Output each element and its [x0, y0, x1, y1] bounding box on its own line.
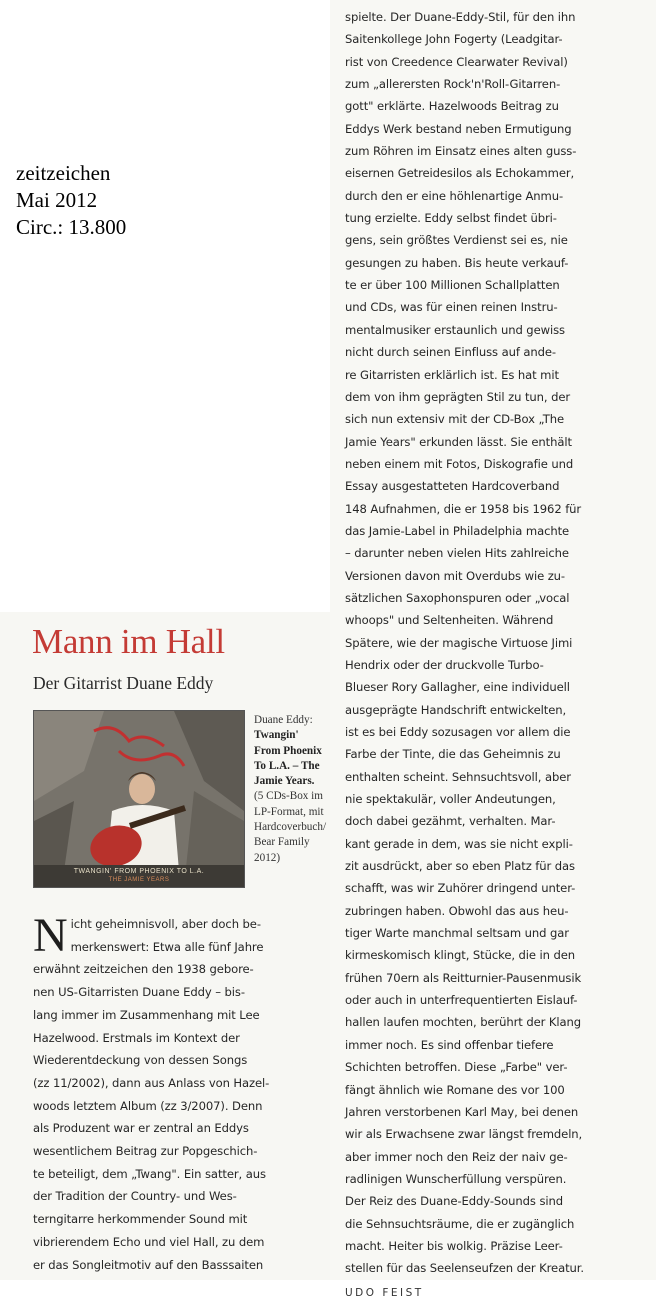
body-line: Blueser Rory Gallagher, eine individuell — [345, 680, 570, 695]
drop-cap: N — [33, 909, 68, 962]
body-line: Wiederentdeckung von dessen Songs — [33, 1053, 248, 1068]
caption-detail-line: Hardcoverbuch/ — [254, 821, 327, 834]
body-line: durch den er eine höhlenartige Anmu- — [345, 188, 564, 203]
body-line: rist von Creedence Clearwater Revival) — [345, 54, 568, 69]
body-line: frühen 70ern als Reitturnier-Pausenmusik — [345, 970, 582, 985]
body-line: aber immer noch den Reiz der naiv ge- — [345, 1149, 568, 1164]
body-line: stellen für das Seelenseufzen der Kreatur. — [345, 1261, 584, 1276]
body-line: Spätere, wie der magische Virtuose Jimi — [345, 635, 573, 650]
issue-date: Mai 2012 — [16, 188, 98, 212]
body-line: terngitarre herkommender Sound mit — [33, 1212, 248, 1227]
body-line: schafft, was wir Zuhörer dringend unter- — [345, 881, 576, 896]
body-line: te beteiligt, dem „Twang". Ein satter, aus — [33, 1166, 266, 1181]
article-left-column — [33, 909, 333, 1276]
caption-title-line: Jamie Years. — [254, 775, 315, 788]
circulation: Circ.: 13.800 — [16, 215, 127, 239]
body-line: hallen laufen mochten, berührt der Klang — [345, 1015, 582, 1030]
body-line: merkenswert: Etwa alle fünf Jahre — [70, 939, 264, 954]
body-line: tiger Warte manchmal seltsam und gar — [345, 926, 569, 941]
body-line: Farbe der Tinte, die das Geheimnis zu — [345, 747, 561, 762]
body-line: Schichten betroffen. Diese „Farbe" ver- — [345, 1060, 568, 1075]
body-line: Jahren verstorbenen Karl May, bei denen — [345, 1104, 579, 1119]
source-info — [16, 160, 186, 241]
caption-artist: Duane Eddy: — [254, 714, 313, 726]
article-subheadline: Der Gitarrist Duane Eddy — [33, 673, 214, 693]
body-line: re Gitarristen erklärlich ist. Es hat mit — [345, 367, 559, 382]
caption-detail-line: Bear Family — [254, 836, 310, 849]
caption-title-line: Twangin' — [254, 729, 299, 742]
body-line: neben einem mit Fotos, Diskografie und — [345, 456, 574, 471]
body-line: als Produzent war er zentral an Eddys — [33, 1121, 249, 1136]
body-line: erwähnt zeitzeichen den 1938 gebore- — [33, 962, 254, 977]
body-line: eisernen Getreidesilos als Echokammer, — [345, 166, 575, 181]
caption-detail-line: LP-Format, mit — [254, 805, 324, 818]
body-line: die Sehnsuchtsräume, die er zugänglich — [345, 1216, 575, 1231]
body-line: – darunter neben vielen Hits zahlreiche — [345, 546, 569, 561]
body-line: gens, sein größtes Verdienst sei es, nie — [345, 233, 568, 248]
body-line: dem von ihm geprägten Stil zu tun, der — [345, 389, 571, 404]
body-line: gesungen zu haben. Bis heute verkauf- — [345, 255, 569, 270]
author-byline: UDO FEIST — [345, 1286, 424, 1299]
body-line: ausgeprägte Handschrift entwickelten, — [345, 702, 567, 717]
body-line: nie spektakulär, voller Andeutungen, — [345, 792, 556, 807]
body-line: nen US-Gitarristen Duane Eddy – bis- — [33, 985, 245, 1000]
body-line: mentalmusiker erstaunlich und gewiss — [345, 322, 565, 337]
body-line: ist es bei Eddy sozusagen vor allem die — [345, 725, 571, 739]
article-right-column — [345, 6, 645, 1304]
caption-title-line: To L.A. – The — [254, 759, 320, 772]
body-line: lang immer im Zusammenhang mit Lee — [33, 1007, 260, 1022]
article-headline: Mann im Hall — [32, 622, 225, 661]
body-line: und CDs, was für einen reinen Instru- — [345, 300, 558, 315]
body-line: woods letztem Album (zz 3/2007). Denn — [33, 1098, 263, 1113]
body-line: 148 Aufnahmen, die er 1958 bis 1962 für — [345, 501, 582, 516]
body-line: er das Songleitmotiv auf den Basssaiten — [33, 1257, 264, 1272]
album-cover-image — [33, 710, 245, 888]
body-line: Eddys Werk bestand neben Ermutigung — [345, 121, 572, 136]
body-line: Hazelwood. Erstmals im Kontext der — [33, 1030, 240, 1045]
body-line: oder auch in unterfrequentierten Eislauf- — [345, 993, 578, 1008]
body-line: tung erzielte. Eddy selbst findet übri- — [345, 211, 557, 226]
body-line: icht geheimnisvoll, aber doch be- — [70, 917, 261, 931]
body-line: das Jamie-Label in Philadelphia machte — [345, 523, 570, 538]
body-line: fängt ähnlich wie Romane des vor 100 — [345, 1082, 565, 1097]
body-line: immer noch. Es sind offenbar tiefere — [345, 1037, 554, 1052]
album-strip-title: TWANGIN' FROM PHOENIX TO L.A. — [73, 868, 205, 875]
body-line: whoops" und Seltenheiten. Während — [345, 613, 554, 628]
caption-detail-line: 2012) — [254, 851, 281, 864]
body-line: kirmeskomisch klingt, Stücke, die in den — [345, 948, 576, 963]
body-line: zum Röhren im Einsatz eines alten guss- — [345, 144, 577, 159]
publication-name: zeitzeichen — [16, 161, 111, 185]
album-cover-artwork — [34, 711, 244, 887]
body-line: Der Reiz des Duane-Eddy-Sounds sind — [345, 1194, 564, 1209]
body-line: radlinigen Wunscherfüllung verspüren. — [345, 1171, 567, 1186]
body-line: doch dabei gezähmt, verhalten. Mar- — [345, 814, 556, 829]
body-line: Versionen davon mit Overdubs wie zu- — [345, 568, 566, 583]
body-line: kant gerade in dem, was sie nicht expli- — [345, 836, 573, 851]
body-line: sätzlichen Saxophonspuren oder „vocal — [345, 590, 570, 605]
body-line: sich nun extensiv mit der CD-Box „The — [345, 412, 565, 427]
body-line: nicht durch seinen Einfluss auf ande- — [345, 345, 557, 360]
caption-title-line: From Phoenix — [254, 744, 322, 757]
body-line: macht. Heiter bis wolkig. Präzise Leer- — [345, 1238, 563, 1253]
body-line: wir als Erwachsene zwar längst fremdeln, — [345, 1127, 583, 1142]
album-strip-subtitle: THE JAMIE YEARS — [108, 877, 170, 883]
body-line: spielte. Der Duane-Eddy-Stil, für den ihn — [345, 10, 576, 24]
body-line: Hendrix oder der druckvolle Turbo- — [345, 657, 544, 672]
album-caption — [254, 713, 336, 866]
body-line: Saitenkollege John Fogerty (Leadgitar- — [345, 32, 563, 47]
body-line: vibrierendem Echo und viel Hall, zu dem — [33, 1234, 265, 1249]
body-line: gott" erklärte. Hazelwoods Beitrag zu — [345, 99, 559, 114]
body-line: zum „allerersten Rock'n'Roll-Gitarren- — [345, 77, 561, 92]
body-line: te er über 100 Millionen Schallplatten — [345, 278, 560, 293]
caption-detail-line: (5 CDs-Box im — [254, 790, 323, 803]
body-line: zubringen haben. Obwohl das aus heu- — [345, 903, 569, 918]
body-line: zit ausdrückt, aber so eben Platz für das — [345, 859, 575, 874]
body-line: Jamie Years" erkunden lässt. Sie enthält — [345, 434, 572, 449]
body-line: der Tradition der Country- und Wes- — [33, 1189, 237, 1204]
body-line: enthalten scheint. Sehnsuchtsvoll, aber — [345, 769, 571, 784]
body-line: (zz 11/2002), dann aus Anlass von Hazel- — [33, 1075, 270, 1090]
body-line: Essay ausgestatteten Hardcoverband — [345, 479, 560, 494]
body-line: wesentlichem Beitrag zur Popgeschich- — [33, 1144, 258, 1159]
